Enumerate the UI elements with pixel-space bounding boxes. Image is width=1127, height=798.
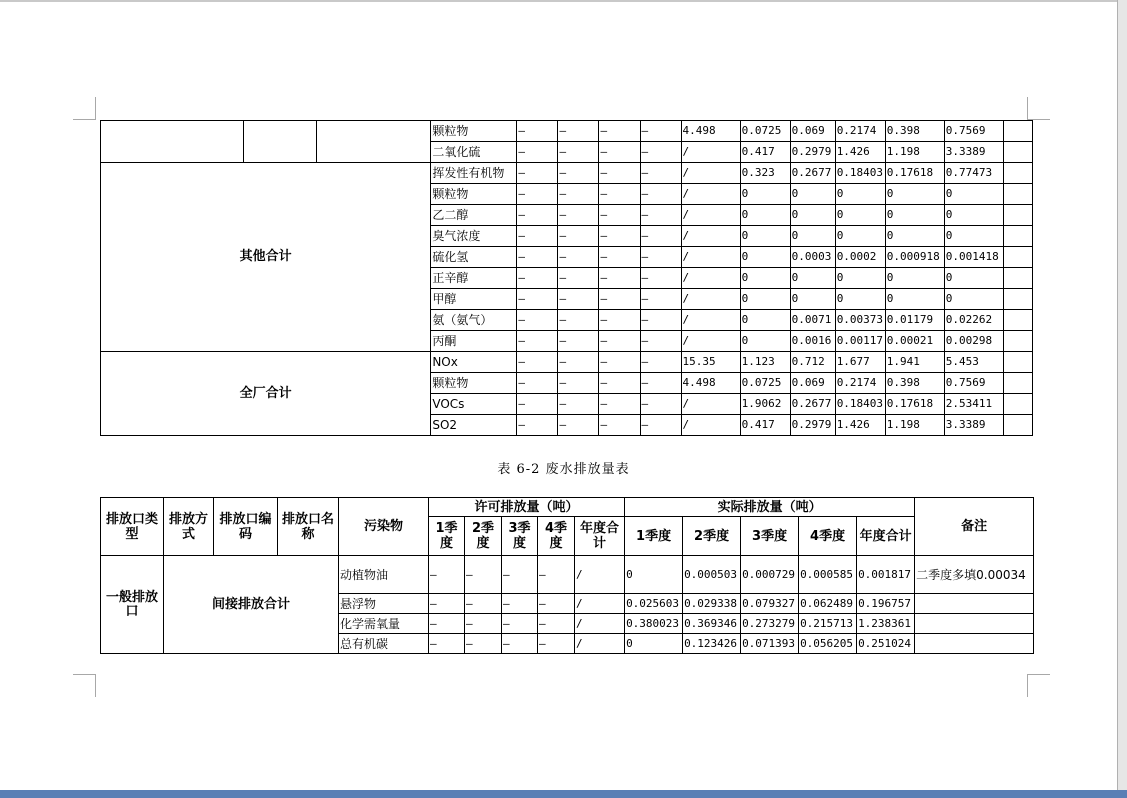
value-cell: / [575,614,625,634]
header-permitted-total: 年度合计 [575,517,625,556]
pollutant-cell: 颗粒物 [431,184,517,205]
value-cell: 0.251024 [857,634,915,654]
header-actual-q1: 1季度 [625,517,683,556]
value-cell: 0.0725 [740,121,790,142]
header-method: 排放方式 [164,498,214,556]
wastewater-emission-table [100,497,1034,654]
value-cell: – [517,373,558,394]
empty-cell [1003,373,1032,394]
remark-cell: 二季度多填0.00034 [915,556,1034,594]
value-cell: 0.02262 [944,310,1003,331]
value-cell: 0 [835,226,885,247]
group-label-other: 其他合计 [101,163,431,352]
value-cell: / [681,394,740,415]
value-cell: 0.417 [740,142,790,163]
pollutant-cell: VOCs [431,394,517,415]
value-cell: – [558,394,599,415]
header-actual: 实际排放量（吨） [625,498,915,517]
value-cell: 4.498 [681,121,740,142]
value-cell: 1.123 [740,352,790,373]
value-cell: – [502,594,538,614]
table-row [101,352,1033,373]
value-cell: 0.380023 [625,614,683,634]
value-cell: – [599,331,640,352]
header-actual-q2: 2季度 [683,517,741,556]
group-label-type: 一般排放口 [101,556,164,654]
value-cell: 0.001418 [944,247,1003,268]
pollutant-cell: 乙二醇 [431,205,517,226]
value-cell: – [558,310,599,331]
value-cell: / [681,331,740,352]
value-cell: – [558,289,599,310]
value-cell: 0.323 [740,163,790,184]
header-permitted: 许可排放量（吨） [429,498,625,517]
value-cell: 0.00117 [835,331,885,352]
value-cell: 0 [944,268,1003,289]
table-row [101,121,1033,142]
value-cell: – [640,268,681,289]
value-cell: 0 [625,634,683,654]
value-cell: 0.000729 [741,556,799,594]
header-actual-total: 年度合计 [857,517,915,556]
value-cell: / [681,310,740,331]
value-cell: – [538,634,575,654]
value-cell: – [599,163,640,184]
value-cell: / [681,289,740,310]
value-cell: 0.001817 [857,556,915,594]
value-cell: 0 [885,226,944,247]
value-cell: – [429,594,465,614]
value-cell: 1.677 [835,352,885,373]
empty-cell [1003,394,1032,415]
value-cell: 4.498 [681,373,740,394]
value-cell: 0 [790,268,835,289]
empty-cell [1003,205,1032,226]
value-cell: 0.01179 [885,310,944,331]
header-outlet-type: 排放口类型 [101,498,164,556]
value-cell: 0.029338 [683,594,741,614]
remark-cell [915,634,1034,654]
value-cell: 0.398 [885,121,944,142]
value-cell: / [681,163,740,184]
value-cell: – [599,121,640,142]
value-cell: – [429,634,465,654]
value-cell: 1.941 [885,352,944,373]
value-cell: 0.417 [740,415,790,436]
empty-cell [1003,247,1032,268]
value-cell: 0 [835,268,885,289]
value-cell: – [599,142,640,163]
pollutant-cell: 悬浮物 [339,594,429,614]
value-cell: 0.17618 [885,163,944,184]
value-cell: – [640,205,681,226]
value-cell: 0.0071 [790,310,835,331]
value-cell: – [517,142,558,163]
value-cell: 0.0002 [835,247,885,268]
value-cell: 0.2677 [790,163,835,184]
value-cell: – [502,634,538,654]
value-cell: – [517,226,558,247]
value-cell: 0.17618 [885,394,944,415]
value-cell: 1.238361 [857,614,915,634]
value-cell: – [558,268,599,289]
empty-cell [1003,121,1032,142]
value-cell: – [558,226,599,247]
value-cell: – [640,226,681,247]
page-corner-mark-bottom-right [1027,674,1050,697]
value-cell: 0 [885,205,944,226]
value-cell: / [575,594,625,614]
value-cell: – [558,373,599,394]
value-cell: 0.069 [790,121,835,142]
value-cell: – [599,226,640,247]
value-cell: – [502,614,538,634]
pollutant-cell: 二氧化硫 [431,142,517,163]
value-cell: 0 [790,205,835,226]
value-cell: / [681,415,740,436]
value-cell: 0.056205 [799,634,857,654]
value-cell: / [681,247,740,268]
value-cell: 0 [944,184,1003,205]
vertical-scrollbar[interactable] [1117,0,1127,790]
value-cell: – [558,352,599,373]
pollutant-cell: 甲醇 [431,289,517,310]
value-cell: 0 [740,310,790,331]
value-cell: – [465,634,502,654]
value-cell: / [575,634,625,654]
value-cell: – [640,394,681,415]
value-cell: 3.3389 [944,142,1003,163]
empty-cell [1003,352,1032,373]
value-cell: 0.712 [790,352,835,373]
value-cell: 0.0003 [790,247,835,268]
value-cell: – [599,268,640,289]
value-cell: 0.369346 [683,614,741,634]
group-label-method: 间接排放合计 [164,556,339,654]
value-cell: – [640,289,681,310]
value-cell: – [429,614,465,634]
value-cell: 0 [835,289,885,310]
value-cell: – [517,163,558,184]
table-row [101,163,1033,184]
value-cell: – [599,373,640,394]
value-cell: 0 [625,556,683,594]
value-cell: – [599,205,640,226]
header-permitted-q2: 2季度 [465,517,502,556]
value-cell: – [640,415,681,436]
header-outlet-name: 排放口名称 [278,498,339,556]
empty-cell [1003,163,1032,184]
value-cell: 0 [835,205,885,226]
header-permitted-q3: 3季度 [502,517,538,556]
value-cell: – [517,205,558,226]
value-cell: – [517,121,558,142]
value-cell: 0.000918 [885,247,944,268]
group-cell-c [317,121,431,163]
value-cell: – [502,556,538,594]
value-cell: – [558,205,599,226]
header-outlet-code: 排放口编码 [214,498,278,556]
value-cell: / [575,556,625,594]
value-cell: 0 [835,184,885,205]
pollutant-cell: NOx [431,352,517,373]
pollutant-cell: 动植物油 [339,556,429,594]
value-cell: 0 [740,331,790,352]
value-cell: – [640,331,681,352]
value-cell: 0 [944,205,1003,226]
value-cell: 0.196757 [857,594,915,614]
value-cell: 15.35 [681,352,740,373]
value-cell: – [599,310,640,331]
value-cell: – [599,415,640,436]
header-pollutant: 污染物 [339,498,429,556]
pollutant-cell: 总有机碳 [339,634,429,654]
empty-cell [1003,331,1032,352]
value-cell: – [558,247,599,268]
value-cell: 0 [790,289,835,310]
value-cell: 0 [740,226,790,247]
value-cell: – [558,415,599,436]
value-cell: – [640,163,681,184]
value-cell: – [538,556,575,594]
value-cell: – [517,247,558,268]
value-cell: – [465,594,502,614]
value-cell: – [640,121,681,142]
empty-cell [1003,184,1032,205]
value-cell: 0 [740,247,790,268]
value-cell: – [558,331,599,352]
value-cell: 0.069 [790,373,835,394]
value-cell: – [558,184,599,205]
value-cell: 0.273279 [741,614,799,634]
value-cell: 0 [740,184,790,205]
value-cell: 1.198 [885,415,944,436]
value-cell: – [538,614,575,634]
value-cell: – [640,352,681,373]
value-cell: 1.426 [835,415,885,436]
value-cell: 0.18403 [835,394,885,415]
empty-cell [1003,289,1032,310]
table-caption: 表 6-2 废水排放量表 [497,462,630,477]
air-emission-table [100,120,1033,436]
value-cell: 0.215713 [799,614,857,634]
value-cell: 0.398 [885,373,944,394]
value-cell: 0.071393 [741,634,799,654]
group-label-plant: 全厂合计 [101,352,431,436]
value-cell: 0.18403 [835,163,885,184]
empty-cell [1003,415,1032,436]
value-cell: 0.062489 [799,594,857,614]
value-cell: / [681,142,740,163]
empty-cell [1003,226,1032,247]
value-cell: – [517,310,558,331]
value-cell: – [465,556,502,594]
value-cell: – [640,247,681,268]
value-cell: – [465,614,502,634]
value-cell: 0.2979 [790,142,835,163]
table-row [101,556,1034,594]
value-cell: – [640,142,681,163]
window-top-border [0,0,1127,2]
empty-cell [1003,142,1032,163]
value-cell: 1.9062 [740,394,790,415]
page-corner-mark-top-left [73,97,96,120]
value-cell: – [599,394,640,415]
value-cell: – [558,163,599,184]
value-cell: – [599,184,640,205]
value-cell: 0 [944,226,1003,247]
value-cell: 1.198 [885,142,944,163]
window-bottom-bar [0,790,1127,798]
empty-cell [1003,310,1032,331]
value-cell: 3.3389 [944,415,1003,436]
pollutant-cell: 硫化氢 [431,247,517,268]
value-cell: 0.7569 [944,373,1003,394]
value-cell: 0 [790,184,835,205]
value-cell: 0.2174 [835,373,885,394]
header-permitted-q4: 4季度 [538,517,575,556]
value-cell: / [681,226,740,247]
empty-cell [1003,268,1032,289]
value-cell: 0.2174 [835,121,885,142]
pollutant-cell: 氨（氨气） [431,310,517,331]
group-cell-a [101,121,244,163]
value-cell: 0.025603 [625,594,683,614]
pollutant-cell: 颗粒物 [431,121,517,142]
value-cell: / [681,184,740,205]
header-actual-q4: 4季度 [799,517,857,556]
value-cell: 1.426 [835,142,885,163]
value-cell: 0.00298 [944,331,1003,352]
value-cell: – [517,289,558,310]
value-cell: – [517,352,558,373]
value-cell: – [517,331,558,352]
header-actual-q3: 3季度 [741,517,799,556]
value-cell: 0 [885,289,944,310]
value-cell: – [599,247,640,268]
pollutant-cell: 臭气浓度 [431,226,517,247]
value-cell: – [640,310,681,331]
pollutant-cell: 正辛醇 [431,268,517,289]
remark-cell [915,614,1034,634]
value-cell: 0 [885,184,944,205]
value-cell: – [599,289,640,310]
value-cell: – [429,556,465,594]
value-cell: 0 [740,289,790,310]
value-cell: 0.079327 [741,594,799,614]
value-cell: 0 [944,289,1003,310]
group-cell-b [244,121,317,163]
value-cell: – [517,415,558,436]
value-cell: – [517,394,558,415]
header-remarks: 备注 [915,498,1034,556]
value-cell: 2.53411 [944,394,1003,415]
value-cell: 0.000585 [799,556,857,594]
value-cell: – [517,184,558,205]
page-corner-mark-bottom-left [73,674,96,697]
value-cell: 0.123426 [683,634,741,654]
value-cell: – [558,142,599,163]
value-cell: 0.00373 [835,310,885,331]
value-cell: – [558,121,599,142]
value-cell: – [538,594,575,614]
value-cell: – [599,352,640,373]
value-cell: 0.00021 [885,331,944,352]
header-permitted-q1: 1季度 [429,517,465,556]
pollutant-cell: 化学需氧量 [339,614,429,634]
value-cell: 0 [885,268,944,289]
value-cell: 0 [740,205,790,226]
value-cell: 0.2979 [790,415,835,436]
pollutant-cell: 丙酮 [431,331,517,352]
value-cell: 5.453 [944,352,1003,373]
value-cell: / [681,205,740,226]
pollutant-cell: 颗粒物 [431,373,517,394]
value-cell: – [517,268,558,289]
pollutant-cell: SO2 [431,415,517,436]
value-cell: 0.0725 [740,373,790,394]
value-cell: 0 [790,226,835,247]
value-cell: 0.7569 [944,121,1003,142]
remark-cell [915,594,1034,614]
value-cell: 0.77473 [944,163,1003,184]
value-cell: – [640,373,681,394]
value-cell: / [681,268,740,289]
page-corner-mark-top-right [1027,97,1050,120]
value-cell: – [640,184,681,205]
value-cell: 0.2677 [790,394,835,415]
value-cell: 0.000503 [683,556,741,594]
value-cell: 0 [740,268,790,289]
pollutant-cell: 挥发性有机物 [431,163,517,184]
value-cell: 0.0016 [790,331,835,352]
